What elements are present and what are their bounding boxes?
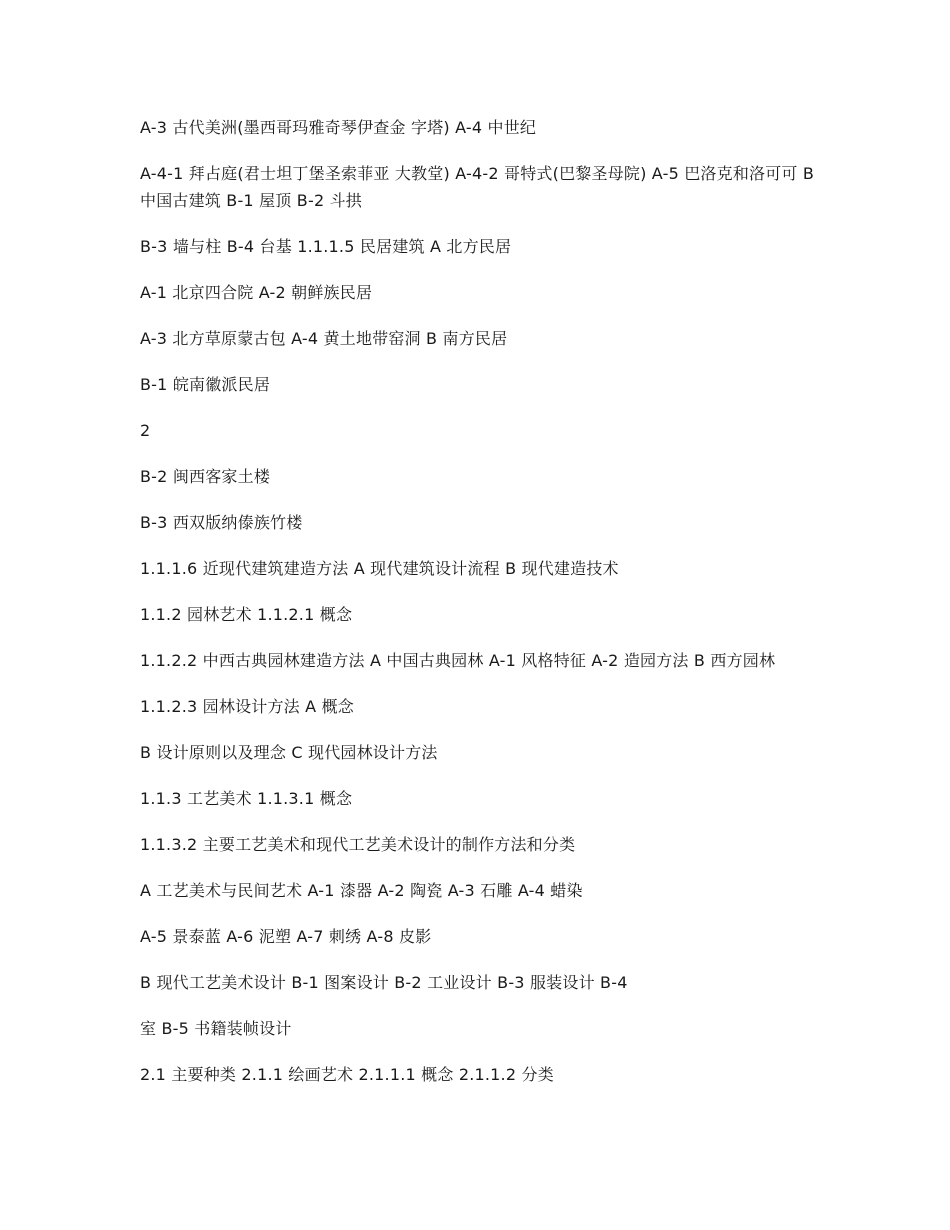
paragraph-18: A-5 景泰蓝 A-6 泥塑 A-7 刺绣 A-8 皮影 bbox=[140, 927, 432, 946]
document-body bbox=[140, 114, 820, 1107]
paragraph-9: B-3 西双版纳傣族竹楼 bbox=[140, 513, 303, 532]
paragraph-12: 1.1.2.2 中西古典园林建造方法 A 中国古典园林 A-1 风格特征 A-2 造园方法 B 西方园林 bbox=[140, 651, 776, 670]
paragraph-11: 1.1.2 园林艺术 1.1.2.1 概念 bbox=[140, 605, 353, 624]
paragraph-15: 1.1.3 工艺美术 1.1.3.1 概念 bbox=[140, 789, 353, 808]
paragraph-3: B-3 墙与柱 B-4 台基 1.1.1.5 民居建筑 A 北方民居 bbox=[140, 237, 512, 256]
page-number: 2 bbox=[140, 421, 151, 440]
paragraph-4: A-1 北京四合院 A-2 朝鲜族民居 bbox=[140, 283, 373, 302]
paragraph-8: B-2 闽西客家土楼 bbox=[140, 467, 271, 486]
paragraph-16: 1.1.3.2 主要工艺美术和现代工艺美术设计的制作方法和分类 bbox=[140, 835, 576, 854]
paragraph-13: 1.1.2.3 园林设计方法 A 概念 bbox=[140, 697, 354, 716]
paragraph-19: B 现代工艺美术设计 B-1 图案设计 B-2 工业设计 B-3 服装设计 B-4 bbox=[140, 973, 628, 992]
paragraph-21: 2.1 主要种类 2.1.1 绘画艺术 2.1.1.1 概念 2.1.1.2 分类 bbox=[140, 1065, 554, 1084]
paragraph-2: A-4-1 拜占庭(君士坦丁堡圣索菲亚 大教堂) A-4-2 哥特式(巴黎圣母院) A-5 巴洛克和洛可可 B 中国古建筑 B-1 屋顶 B-2 斗拱 bbox=[140, 164, 815, 210]
paragraph-1: A-3 古代美洲(墨西哥玛雅奇琴伊查金 字塔) A-4 中世纪 bbox=[140, 118, 537, 137]
paragraph-10: 1.1.1.6 近现代建筑建造方法 A 现代建筑设计流程 B 现代建造技术 bbox=[140, 559, 619, 578]
paragraph-17: A 工艺美术与民间艺术 A-1 漆器 A-2 陶瓷 A-3 石雕 A-4 蜡染 bbox=[140, 881, 583, 900]
paragraph-6: B-1 皖南徽派民居 bbox=[140, 375, 271, 394]
paragraph-20: 室 B-5 书籍装帧设计 bbox=[140, 1019, 292, 1038]
paragraph-14: B 设计原则以及理念 C 现代园林设计方法 bbox=[140, 743, 438, 762]
paragraph-5: A-3 北方草原蒙古包 A-4 黄土地带窑洞 B 南方民居 bbox=[140, 329, 508, 348]
